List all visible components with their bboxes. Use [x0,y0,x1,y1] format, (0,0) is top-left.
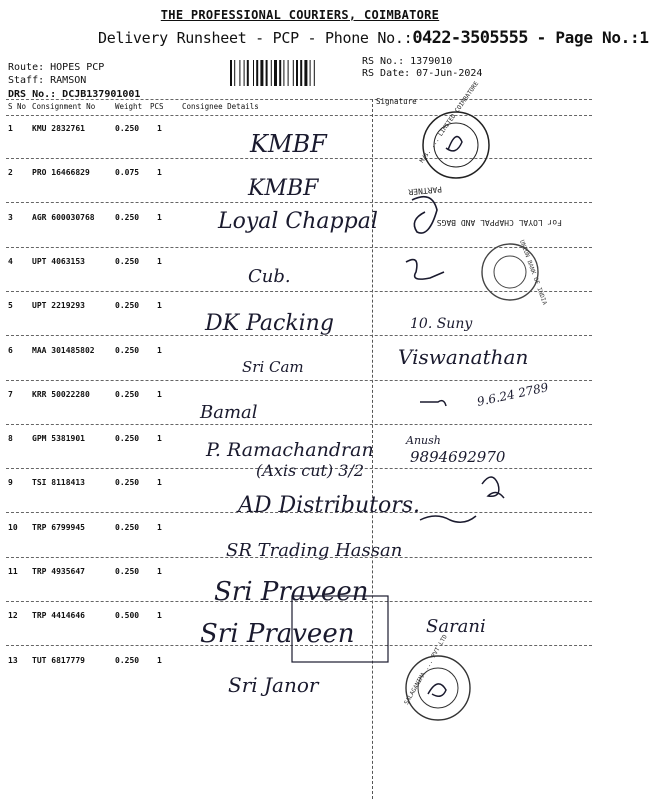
row-sno: 11 [8,567,18,576]
route-label: Route: HOPES PCP [8,62,105,73]
row-sno: 5 [8,301,13,310]
barcode [230,60,356,86]
hw-row12: Sri Praveen [200,619,355,649]
hw-row13: Sri Janor [228,673,319,697]
col-signature: Signature [376,97,417,106]
stamp-text-row4: UNION BANK OF INDIA [518,239,549,306]
row-consignment-no: TRP 6799945 [32,523,85,532]
row-divider [6,601,592,602]
bank-stamp-row4 [406,239,548,306]
row-consignment-no: PRO 16466829 [32,168,90,177]
row-weight: 0.075 [115,168,140,177]
row-pcs: 1 [157,346,162,355]
row-consignment-no: GPM 5381901 [32,434,85,443]
rs-date: RS Date: 07-Jun-2024 [362,68,483,79]
row-weight: 0.250 [115,434,140,443]
phone-number: 0422-3505555 [412,28,528,48]
signature-scribble-row7 [420,401,446,406]
company-stamp-row13 [403,633,470,720]
col-consignment: Consignment No [32,102,96,111]
table-header-rule [6,115,592,116]
row-pcs: 1 [157,611,162,620]
row-divider [6,645,592,646]
hw-row6-sig: Viswanathan [398,345,529,369]
row-pcs: 1 [157,567,162,576]
stamp-text-row13: SALAGANIMA ... PVT LTD [403,633,449,706]
handdrawn-box-row12 [292,596,388,662]
hw-row2: KMBF [248,176,319,201]
drs-number: DRS No.: DCJB137901001 [8,89,141,100]
row-consignment-no: UPT 2219293 [32,301,85,310]
row-sno: 8 [8,434,13,443]
row-consignment-no: AGR 600030768 [32,213,95,222]
stamp-text-row3: For LOYAL CHAPPAL AND BAGS [436,218,562,227]
signature-scribble-row10 [420,516,476,522]
row-weight: 0.250 [115,301,140,310]
partner-stamp-row3 [408,185,562,234]
row-weight: 0.250 [115,213,140,222]
hw-row4: Cub. [248,266,291,287]
row-pcs: 1 [157,301,162,310]
row-pcs: 1 [157,124,162,133]
row-pcs: 1 [157,478,162,487]
row-weight: 0.500 [115,611,140,620]
row-sno: 9 [8,478,13,487]
company-stamp-row1 [418,80,489,178]
hw-row8-b: (Axis cut) 3/2 [256,461,365,480]
row-divider [6,512,592,513]
row-pcs: 1 [157,213,162,222]
hw-row11: Sri Praveen [214,577,369,607]
col-sno: S No [8,102,27,111]
row-divider [6,335,592,336]
row-weight: 0.250 [115,567,140,576]
row-weight: 0.250 [115,478,140,487]
row-sno: 3 [8,213,13,222]
row-weight: 0.250 [115,656,140,665]
hw-row3: Loyal Chappal [218,209,378,234]
row-sno: 1 [8,124,13,133]
row-weight: 0.250 [115,523,140,532]
hw-row8-sig-name: Anush [406,434,441,447]
row-pcs: 1 [157,523,162,532]
hw-row7: Bamal [200,402,258,423]
row-sno: 4 [8,257,13,266]
row-sno: 10 [8,523,18,532]
row-pcs: 1 [157,168,162,177]
row-pcs: 1 [157,390,162,399]
row-weight: 0.250 [115,346,140,355]
row-weight: 0.250 [115,257,140,266]
hw-row1: KMBF [250,130,327,158]
hw-row8-a: P. Ramachandran [206,439,374,461]
row-consignment-no: TSI 8118413 [32,478,85,487]
row-divider [6,424,592,425]
runsheet-subtitle [98,28,649,48]
row-pcs: 1 [157,656,162,665]
row-consignment-no: TRP 4935647 [32,567,85,576]
row-divider [6,291,592,292]
stamp-text-row1: M/s. ... LIMITED COIMBATORE [418,80,481,165]
row-divider [6,202,592,203]
col-pcs: PCS [150,102,164,111]
signature-column-divider [372,99,373,799]
stamp-partner-text: PARTNER [407,184,443,197]
rs-number: RS No.: 1379010 [362,56,453,67]
hw-row5-sig: 10. Suny [410,316,473,332]
runsheet-title: THE PROFESSIONAL COURIERS, COIMBATORE [160,8,440,22]
subtitle-prefix: Delivery Runsheet - PCP - Phone No.: [98,29,413,47]
row-divider [6,557,592,558]
hw-row5: DK Packing [205,311,334,336]
row-sno: 6 [8,346,13,355]
row-consignment-no: KMU 2832761 [32,124,85,133]
staff-label: Staff: RAMSON [8,75,87,86]
hw-row10: SR Trading Hassan [226,540,403,561]
row-divider [6,380,592,381]
row-sno: 2 [8,168,13,177]
row-weight: 0.250 [115,124,140,133]
col-weight: Weight [115,102,143,111]
hw-row9: AD Distributors. [238,493,421,518]
row-divider [6,247,592,248]
row-weight: 0.250 [115,390,140,399]
row-sno: 12 [8,611,18,620]
page-label: - Page No.:1 [536,28,649,47]
row-sno: 7 [8,390,13,399]
hw-row7-sig: 9.6.24 2789 [475,380,550,409]
row-pcs: 1 [157,434,162,443]
hw-row8-sig-num: 9894692970 [410,448,506,466]
signature-scribble-row9 [482,477,504,498]
table-top-rule [6,99,592,100]
row-divider [6,158,592,159]
row-divider [6,468,592,469]
row-sno: 13 [8,656,18,665]
row-consignment-no: KRR 50022280 [32,390,90,399]
row-pcs: 1 [157,257,162,266]
row-consignment-no: MAA 301485802 [32,346,95,355]
row-consignment-no: TRP 4414646 [32,611,85,620]
row-consignment-no: TUT 6817779 [32,656,85,665]
hw-row6: Sri Cam [242,358,304,376]
hw-row12-sig: Sarani [426,616,486,637]
col-details: Consignee Details [182,102,259,111]
row-consignment-no: UPT 4063153 [32,257,85,266]
